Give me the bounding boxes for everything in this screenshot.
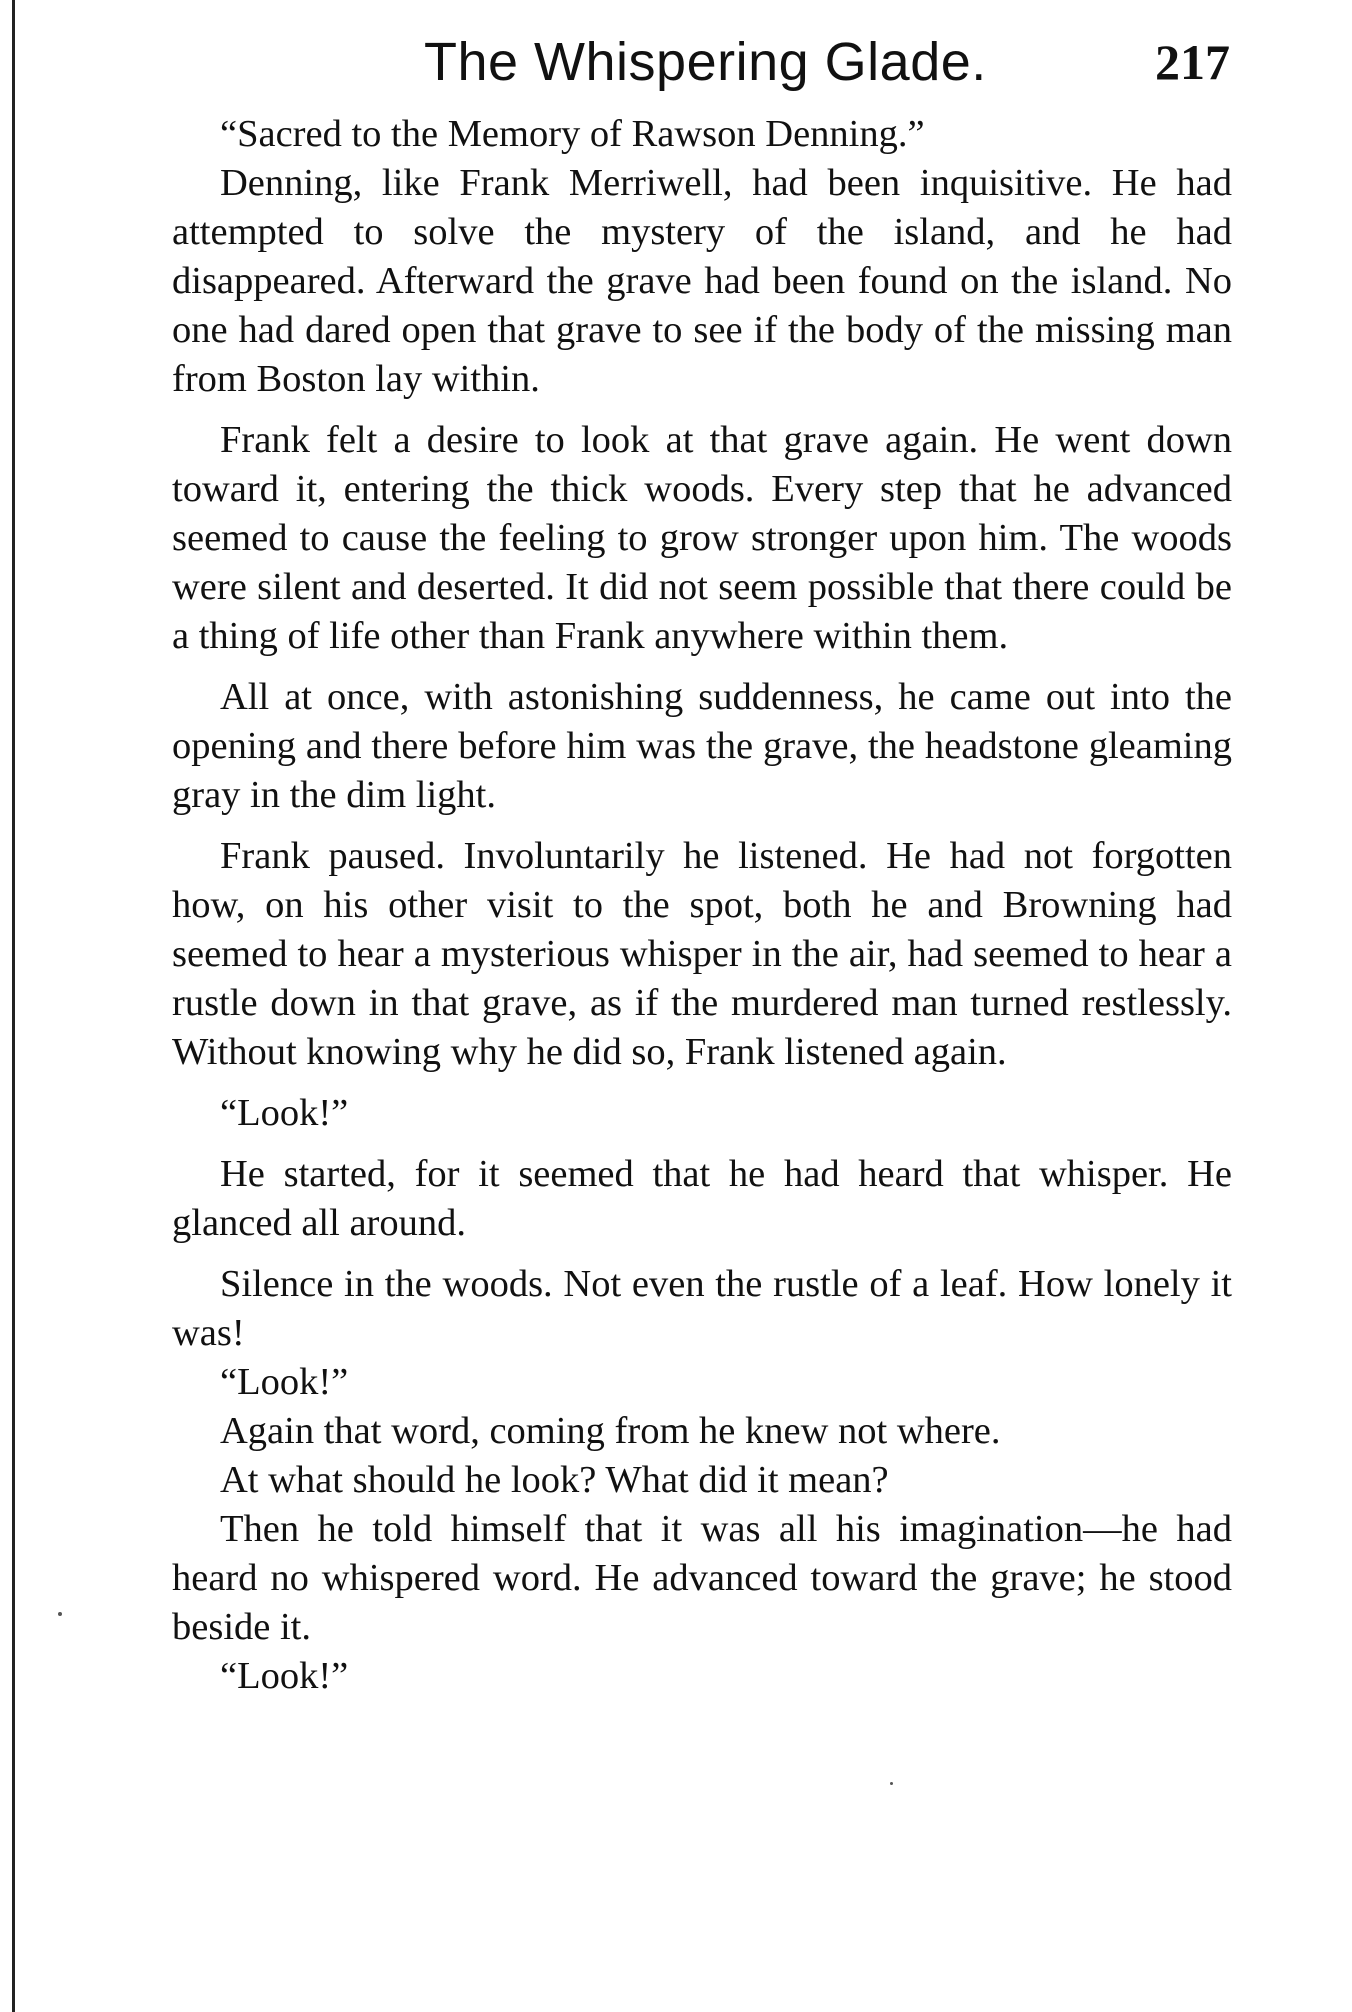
paragraph: “Look!”: [220, 1361, 349, 1403]
page-header: [170, 22, 1230, 102]
paragraph: All at once, with astonishing suddenness, he came out into the opening and there before him was the grave, the headstone gleaming gray in the dim light.: [172, 676, 1232, 816]
paragraph: “Sacred to the Memory of Rawson Denning.”: [220, 113, 925, 155]
paragraph: At what should he look? What did it mean?: [220, 1459, 889, 1501]
paragraph: Frank paused. Involuntarily he listened. He had not forgotten how, on his other visit to the spot, both he and Browning had seemed to hear a mysterious whisper in the air, had seemed to hear a rustle down in that grave, as if the murdered man turned restlessly. Without knowing why he did so, Frank listened again.: [172, 835, 1232, 1073]
paragraph: “Look!”: [220, 1655, 349, 1697]
paragraph: Frank felt a desire to look at that grave again. He went down toward it, entering the thick woods. Every step that he advanced seemed to cause the feeling to grow stronger upon him. The woods were silent and deserted. It did not seem possible that there could be a thing of life other than Frank anywhere within them.: [172, 419, 1232, 657]
paragraph: Again that word, coming from he knew not where.: [220, 1410, 1001, 1452]
paragraph: Silence in the woods. Not even the rustle of a leaf. How lonely it was!: [172, 1263, 1232, 1354]
paragraph: Then he told himself that it was all his imagination—he had heard no whispered word. He advanced toward the grave; he stood beside it.: [172, 1508, 1232, 1648]
paragraph: Denning, like Frank Merriwell, had been inquisitive. He had attempted to solve the mystery of the island, and he had disappeared. Afterward the grave had been found on the island. No one had dared open that grave to see if the body of the missing man from Boston lay within.: [172, 162, 1232, 400]
print-speck: [58, 1612, 62, 1616]
running-title: The Whispering Glade.: [424, 32, 987, 92]
print-speck: [890, 1782, 893, 1785]
paragraph: He started, for it seemed that he had heard that whisper. He glanced all around.: [172, 1153, 1232, 1244]
paragraph: “Look!”: [220, 1092, 349, 1134]
page-number: 217: [1155, 34, 1230, 90]
body-text: [172, 110, 1232, 1701]
page-spine-edge: [12, 0, 15, 2012]
